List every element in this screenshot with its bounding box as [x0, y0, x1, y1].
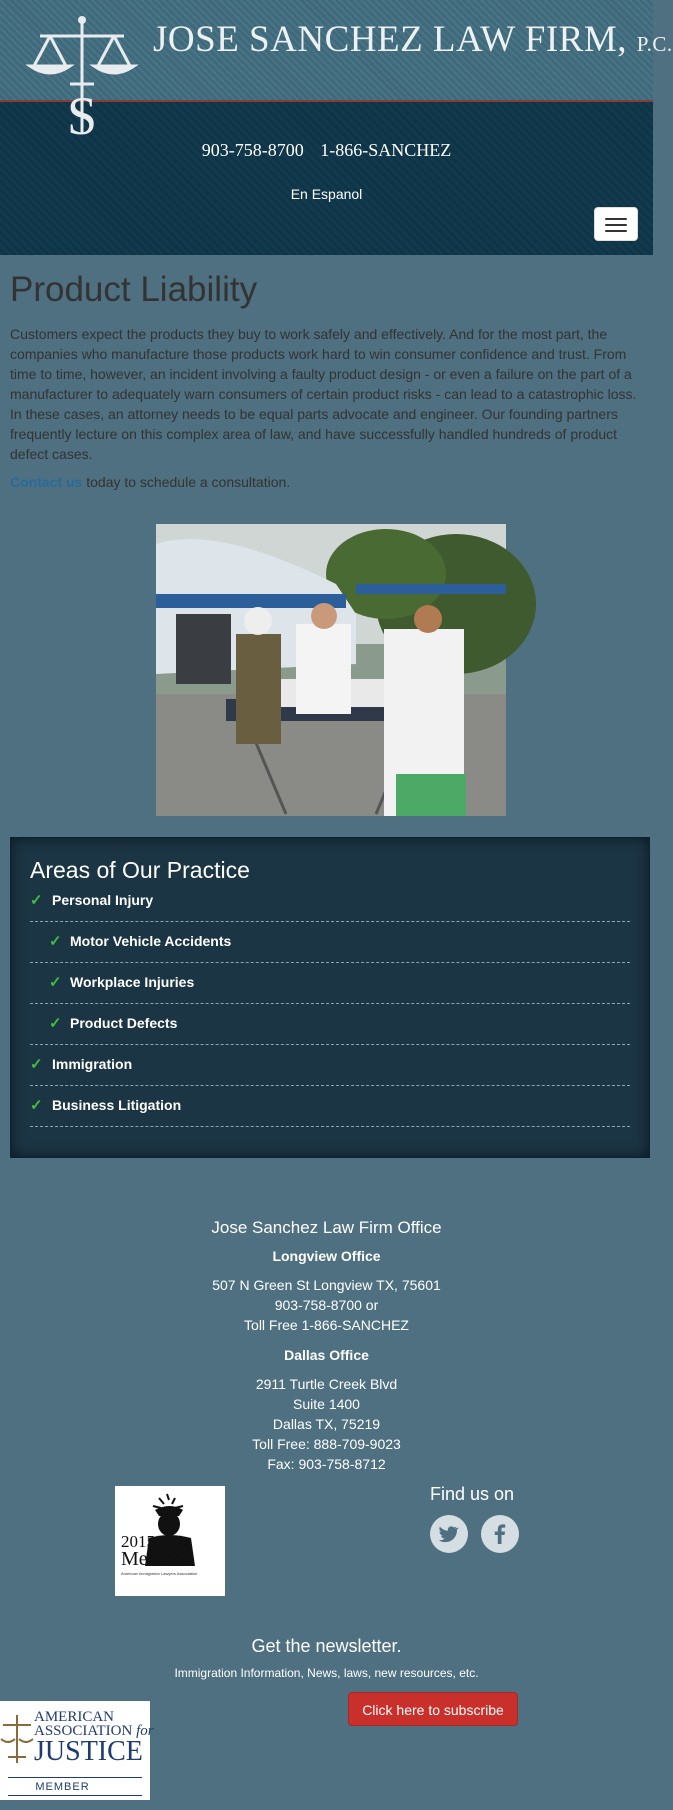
phone-tollfree-link[interactable]: 1-866-SANCHEZ: [320, 140, 452, 160]
firm-name-heading[interactable]: [153, 18, 673, 61]
site-header: [0, 0, 673, 255]
aaj-member-badge[interactable]: [0, 1701, 154, 1800]
hamburger-menu-icon: [605, 218, 627, 220]
practice-item-label: Immigration: [52, 1056, 133, 1072]
longview-tollfree[interactable]: Toll Free 1-866-SANCHEZ: [244, 1317, 409, 1333]
checkmark-icon: ✓: [49, 974, 62, 991]
areas-title: Areas of Our Practice: [30, 857, 250, 883]
dallas-suite: Suite 1400: [293, 1396, 360, 1412]
contact-us-link[interactable]: Contact us: [10, 474, 83, 490]
dallas-heading: Dallas Office: [284, 1347, 369, 1363]
aaj-line3: JUSTICE: [34, 1736, 143, 1767]
practice-item-personal-injury[interactable]: [30, 881, 630, 922]
longview-heading: Longview Office: [272, 1248, 381, 1264]
medical-emergency-photo: [156, 524, 506, 816]
practice-item-label: Motor Vehicle Accidents: [70, 933, 232, 949]
aila-member-badge[interactable]: [115, 1486, 225, 1596]
twitter-link[interactable]: [430, 1515, 468, 1553]
dallas-street: 2911 Turtle Creek Blvd: [255, 1376, 398, 1392]
aaj-line2: ASSOCIATION: [34, 1723, 133, 1739]
practice-item-label: Business Litigation: [52, 1097, 182, 1113]
hamburger-menu-icon: [605, 224, 627, 226]
dallas-city: Dallas TX, 75219: [272, 1416, 381, 1432]
phone-primary-link[interactable]: 903-758-8700: [201, 140, 304, 160]
checkmark-icon: ✓: [30, 1097, 43, 1114]
main-content: [10, 270, 650, 490]
scales-icon: [0, 1711, 34, 1771]
badge-year: 2015: [121, 1532, 155, 1551]
practice-item-label: Personal Injury: [52, 892, 154, 908]
find-us-title: Find us on: [430, 1484, 515, 1504]
firm-name-suffix: P.C.: [636, 32, 673, 56]
badge-org: American Immigration Lawyers Association: [121, 1571, 198, 1576]
firm-name-text: JOSE SANCHEZ LAW FIRM,: [153, 19, 628, 60]
newsletter-description: Immigration Information, News, laws, new resources, etc.: [174, 1666, 479, 1680]
practice-item-workplace-injuries[interactable]: [30, 963, 630, 1004]
practice-item-motor-vehicle-accidents[interactable]: [30, 922, 630, 963]
site-footer: [0, 1177, 653, 1810]
longview-address: 507 N Green St Longview TX, 75601: [212, 1277, 441, 1293]
checkmark-icon: ✓: [30, 1056, 43, 1073]
practice-item-business-litigation[interactable]: [30, 1086, 630, 1127]
intro-paragraph: Customers expect the products they buy to work safely and effectively. And for the most part, the companies who manufacture those products work hard to win consumer confidence and trust. From time to time, however, an incident involving a faulty product design - or even a failure on the part of a manufacturer to adequately warn consumers of certain product risks - can lead to a catastrophic loss. In these cases, an attorney needs to be equal parts advocate and engineer. Our founding partners frequently lecture on this complex area of law, and have successfully handled hundreds of product defect cases.: [10, 326, 637, 462]
office-title: Jose Sanchez Law Firm Office: [211, 1218, 442, 1237]
aaj-line2b: for: [136, 1723, 154, 1739]
aaj-divider: [8, 1777, 142, 1778]
practice-item-label: Workplace Injuries: [70, 974, 195, 990]
dallas-tollfree[interactable]: Toll Free: 888-709-9023: [252, 1436, 401, 1452]
aaj-divider-bottom: [8, 1795, 142, 1796]
hamburger-menu-icon: [605, 230, 627, 232]
contact-line: [10, 474, 650, 490]
page-title: Product Liability: [10, 270, 258, 309]
facebook-icon: [481, 1515, 519, 1553]
aaj-line1: AMERICAN: [34, 1709, 115, 1725]
dallas-fax: Fax: 903-758-8712: [267, 1456, 386, 1472]
newsletter-title: Get the newsletter.: [251, 1636, 402, 1656]
practice-item-product-defects[interactable]: [30, 1004, 630, 1045]
checkmark-icon: ✓: [49, 933, 62, 950]
scales-of-justice-logo-icon[interactable]: [22, 12, 142, 146]
longview-phone[interactable]: 903-758-8700 or: [274, 1297, 379, 1313]
aaj-line4: MEMBER: [35, 1781, 90, 1793]
twitter-icon: [430, 1515, 468, 1553]
logo-letter: S: [66, 86, 98, 146]
hamburger-menu-button[interactable]: [594, 207, 638, 241]
checkmark-icon: ✓: [30, 892, 43, 909]
header-phones: [0, 140, 653, 161]
areas-of-practice-panel: [10, 837, 650, 1158]
checkmark-icon: ✓: [49, 1015, 62, 1032]
espanol-link[interactable]: En Espanol: [290, 186, 363, 202]
practice-item-immigration[interactable]: [30, 1045, 630, 1086]
subscribe-button[interactable]: Click here to subscribe: [348, 1692, 518, 1726]
facebook-link[interactable]: [481, 1515, 519, 1553]
practice-item-label: Product Defects: [70, 1015, 178, 1031]
badge-member-word: Member: [121, 1548, 189, 1570]
contact-suffix: today to schedule a consultation.: [82, 474, 291, 490]
